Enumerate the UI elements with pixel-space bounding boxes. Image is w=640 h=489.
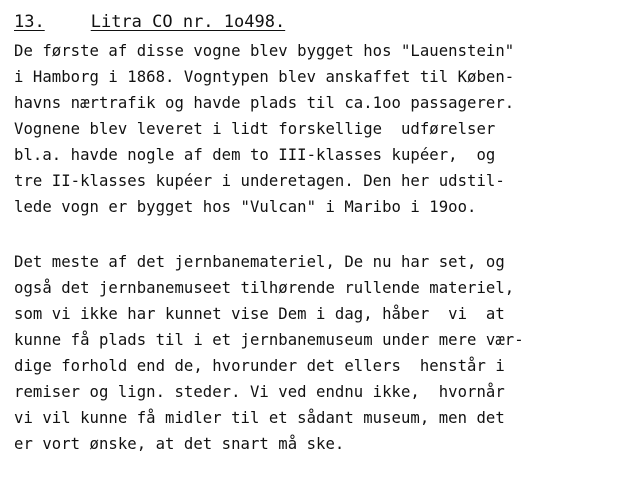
section-heading	[14, 10, 285, 34]
text-line: i Hamborg i 1868. Vogntypen blev anskaffet til Køben-	[14, 68, 515, 86]
text-line: remiser og lign. steder. Vi ved endnu ikke, hvornår	[14, 383, 505, 401]
text-line: bl.a. havde nogle af dem to III-klasses kupéer, og	[14, 146, 496, 164]
text-line: vi vil kunne få midler til et sådant museum, men det	[14, 409, 505, 427]
text-line: dige forhold end de, hvorunder det ellers henstår i	[14, 357, 505, 375]
text-line: som vi ikke har kunnet vise Dem i dag, håber vi at	[14, 305, 505, 323]
section-number: 13.	[14, 12, 45, 32]
text-line: Vognene blev leveret i lidt forskellige udførelser	[14, 120, 496, 138]
paragraph-museum-wish	[14, 249, 524, 457]
text-line: De første af disse vogne blev bygget hos "Lauenstein"	[14, 42, 515, 60]
text-line: havns nærtrafik og havde plads til ca.1oo passagerer.	[14, 94, 515, 112]
text-line: kunne få plads til i et jernbanemuseum under mere vær-	[14, 331, 524, 349]
text-line: er vort ønske, at det snart må ske.	[14, 435, 345, 453]
text-line: lede vogn er bygget hos "Vulcan" i Maribo i 19oo.	[14, 198, 477, 216]
text-line: tre II-klasses kupéer i underetagen. Den her udstil-	[14, 172, 505, 190]
paragraph-wagon-history	[14, 38, 514, 220]
text-line: også det jernbanemuseet tilhørende rullende materiel,	[14, 279, 515, 297]
section-title: Litra CO nr. 1o498.	[90, 12, 286, 32]
text-line: Det meste af det jernbanemateriel, De nu har set, og	[14, 253, 505, 271]
